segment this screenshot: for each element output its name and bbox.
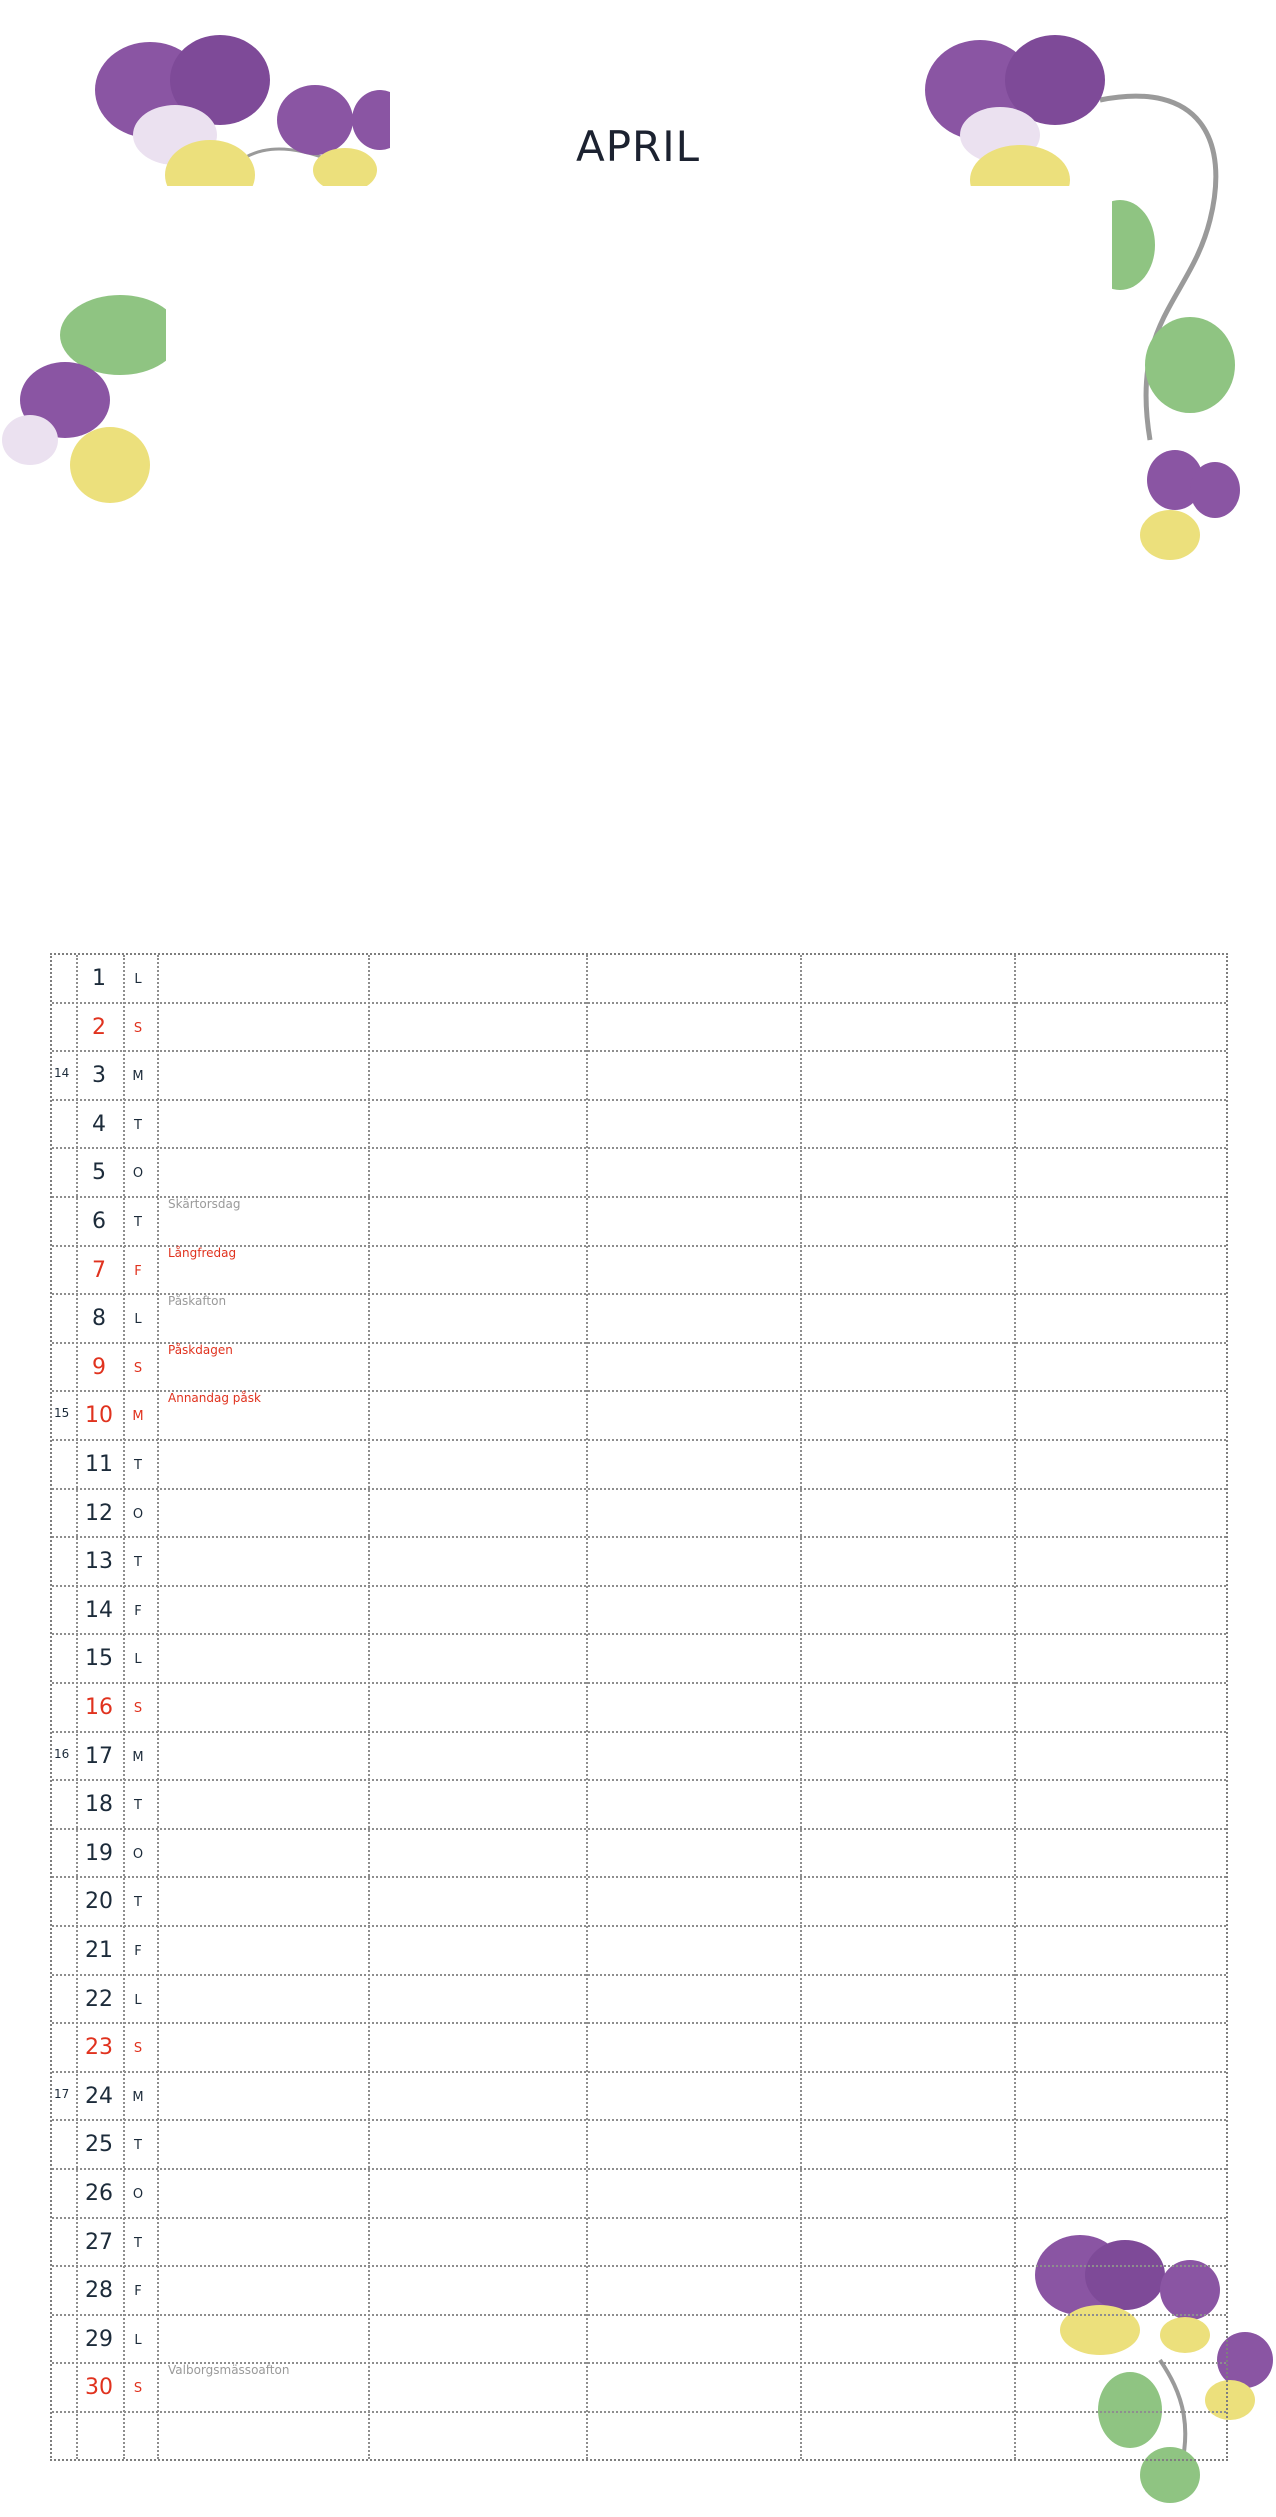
day-row[interactable] xyxy=(52,2170,1226,2219)
day-date: 14 xyxy=(85,1597,113,1623)
day-row[interactable] xyxy=(52,1830,1226,1879)
day-of-week: L xyxy=(134,1312,142,1328)
day-of-week: T xyxy=(134,2138,142,2154)
day-date: 5 xyxy=(92,1160,106,1186)
day-row[interactable] xyxy=(52,2073,1226,2122)
day-row[interactable] xyxy=(52,2024,1226,2073)
day-row[interactable] xyxy=(52,1344,1226,1393)
day-row[interactable] xyxy=(52,1733,1226,1782)
holiday-note: Påskafton xyxy=(168,1294,227,1309)
day-of-week: F xyxy=(134,1603,142,1619)
day-of-week: F xyxy=(134,2284,142,2300)
day-row[interactable] xyxy=(52,1295,1226,1344)
day-row[interactable] xyxy=(52,1149,1226,1198)
day-date: 28 xyxy=(85,2278,113,2304)
holiday-note: Annandag påsk xyxy=(168,1391,261,1406)
day-date: 12 xyxy=(85,1500,113,1526)
day-date: 26 xyxy=(85,2181,113,2206)
day-date: 21 xyxy=(85,1938,113,1963)
day-row[interactable] xyxy=(52,1004,1226,1053)
day-of-week: F xyxy=(134,1944,142,1959)
day-of-week: T xyxy=(134,1798,142,1814)
week-number: 16 xyxy=(54,1746,70,1761)
photo-area xyxy=(166,186,1112,906)
day-of-week: L xyxy=(134,1992,142,2008)
month-title: APRIL xyxy=(575,122,701,171)
day-row[interactable] xyxy=(52,1101,1226,1150)
day-of-week: T xyxy=(134,1117,142,1133)
day-of-week: M xyxy=(132,1069,144,1085)
day-row[interactable] xyxy=(52,2316,1226,2365)
day-date: 27 xyxy=(85,2229,113,2255)
day-of-week: O xyxy=(132,1166,144,1182)
day-of-week: O xyxy=(132,1846,144,1862)
day-row[interactable] xyxy=(52,1247,1226,1296)
day-date: 4 xyxy=(92,1111,106,1137)
day-row[interactable] xyxy=(52,1976,1226,2025)
day-of-week: S xyxy=(133,1701,143,1716)
day-date: 2 xyxy=(92,1014,106,1040)
day-of-week: L xyxy=(134,972,142,987)
day-of-week: T xyxy=(134,1555,142,1571)
day-date: 7 xyxy=(92,1257,106,1283)
holiday-note: Långfredag xyxy=(168,1245,237,1260)
day-of-week: M xyxy=(132,1409,144,1425)
day-date: 3 xyxy=(92,1063,106,1089)
day-row[interactable] xyxy=(52,1927,1226,1976)
day-of-week: O xyxy=(132,2187,144,2202)
day-date: 16 xyxy=(85,1695,113,1720)
day-of-week: S xyxy=(133,1020,143,1036)
week-number: 14 xyxy=(54,1066,70,1081)
day-row[interactable] xyxy=(52,1587,1226,1636)
day-row[interactable] xyxy=(52,1684,1226,1733)
day-row[interactable] xyxy=(52,1878,1226,1927)
calendar-grid xyxy=(50,953,1228,2461)
day-date: 25 xyxy=(85,2132,113,2158)
day-date: 9 xyxy=(92,1354,106,1380)
day-row[interactable] xyxy=(52,2267,1226,2316)
day-date: 18 xyxy=(85,1792,113,1818)
day-of-week: L xyxy=(134,1652,142,1668)
day-date: 6 xyxy=(92,1209,106,1234)
day-of-week: T xyxy=(134,1895,142,1911)
day-date: 15 xyxy=(85,1646,113,1672)
day-row[interactable] xyxy=(52,1538,1226,1587)
day-row[interactable] xyxy=(52,1490,1226,1539)
day-of-week: S xyxy=(133,1360,143,1376)
day-date: 20 xyxy=(85,1889,113,1915)
week-number: 17 xyxy=(54,2086,70,2101)
day-date: 19 xyxy=(85,1840,113,1866)
day-date: 23 xyxy=(85,2035,113,2061)
day-row[interactable] xyxy=(52,2121,1226,2170)
day-row[interactable] xyxy=(52,955,1226,1004)
day-of-week: T xyxy=(134,2235,142,2251)
day-row[interactable] xyxy=(52,1392,1226,1441)
day-of-week: O xyxy=(132,1506,144,1522)
day-date: 29 xyxy=(85,2326,113,2352)
day-row[interactable] xyxy=(52,2413,1226,2462)
day-date: 22 xyxy=(85,1986,113,2012)
day-date: 30 xyxy=(85,2375,113,2401)
day-of-week: S xyxy=(133,2381,143,2397)
day-date: 10 xyxy=(85,1403,113,1429)
pansy-left-icon xyxy=(0,290,180,520)
day-date: 13 xyxy=(85,1549,113,1575)
day-of-week: F xyxy=(134,1263,142,1279)
day-of-week: S xyxy=(133,2041,143,2057)
day-row[interactable] xyxy=(52,1635,1226,1684)
holiday-note: Valborgsmässoafton xyxy=(168,2363,290,2378)
day-of-week: T xyxy=(134,1215,142,1230)
day-date: 8 xyxy=(92,1306,106,1332)
day-row[interactable] xyxy=(52,1052,1226,1101)
day-date: 11 xyxy=(85,1452,113,1477)
day-date: 24 xyxy=(85,2083,113,2109)
holiday-note: Skärtorsdag xyxy=(168,1197,241,1211)
day-date: 17 xyxy=(85,1743,113,1769)
day-row[interactable] xyxy=(52,1781,1226,1830)
day-of-week: M xyxy=(132,2089,144,2105)
day-row[interactable] xyxy=(52,2219,1226,2268)
day-row[interactable] xyxy=(52,1198,1226,1247)
day-of-week: L xyxy=(134,2332,142,2348)
holiday-note: Påskdagen xyxy=(168,1342,233,1357)
day-of-week: M xyxy=(132,1749,144,1765)
day-row[interactable] xyxy=(52,1441,1226,1490)
week-number: 15 xyxy=(54,1406,70,1421)
day-date: 1 xyxy=(92,966,106,991)
day-row[interactable] xyxy=(52,2364,1226,2413)
day-of-week: T xyxy=(134,1458,142,1473)
